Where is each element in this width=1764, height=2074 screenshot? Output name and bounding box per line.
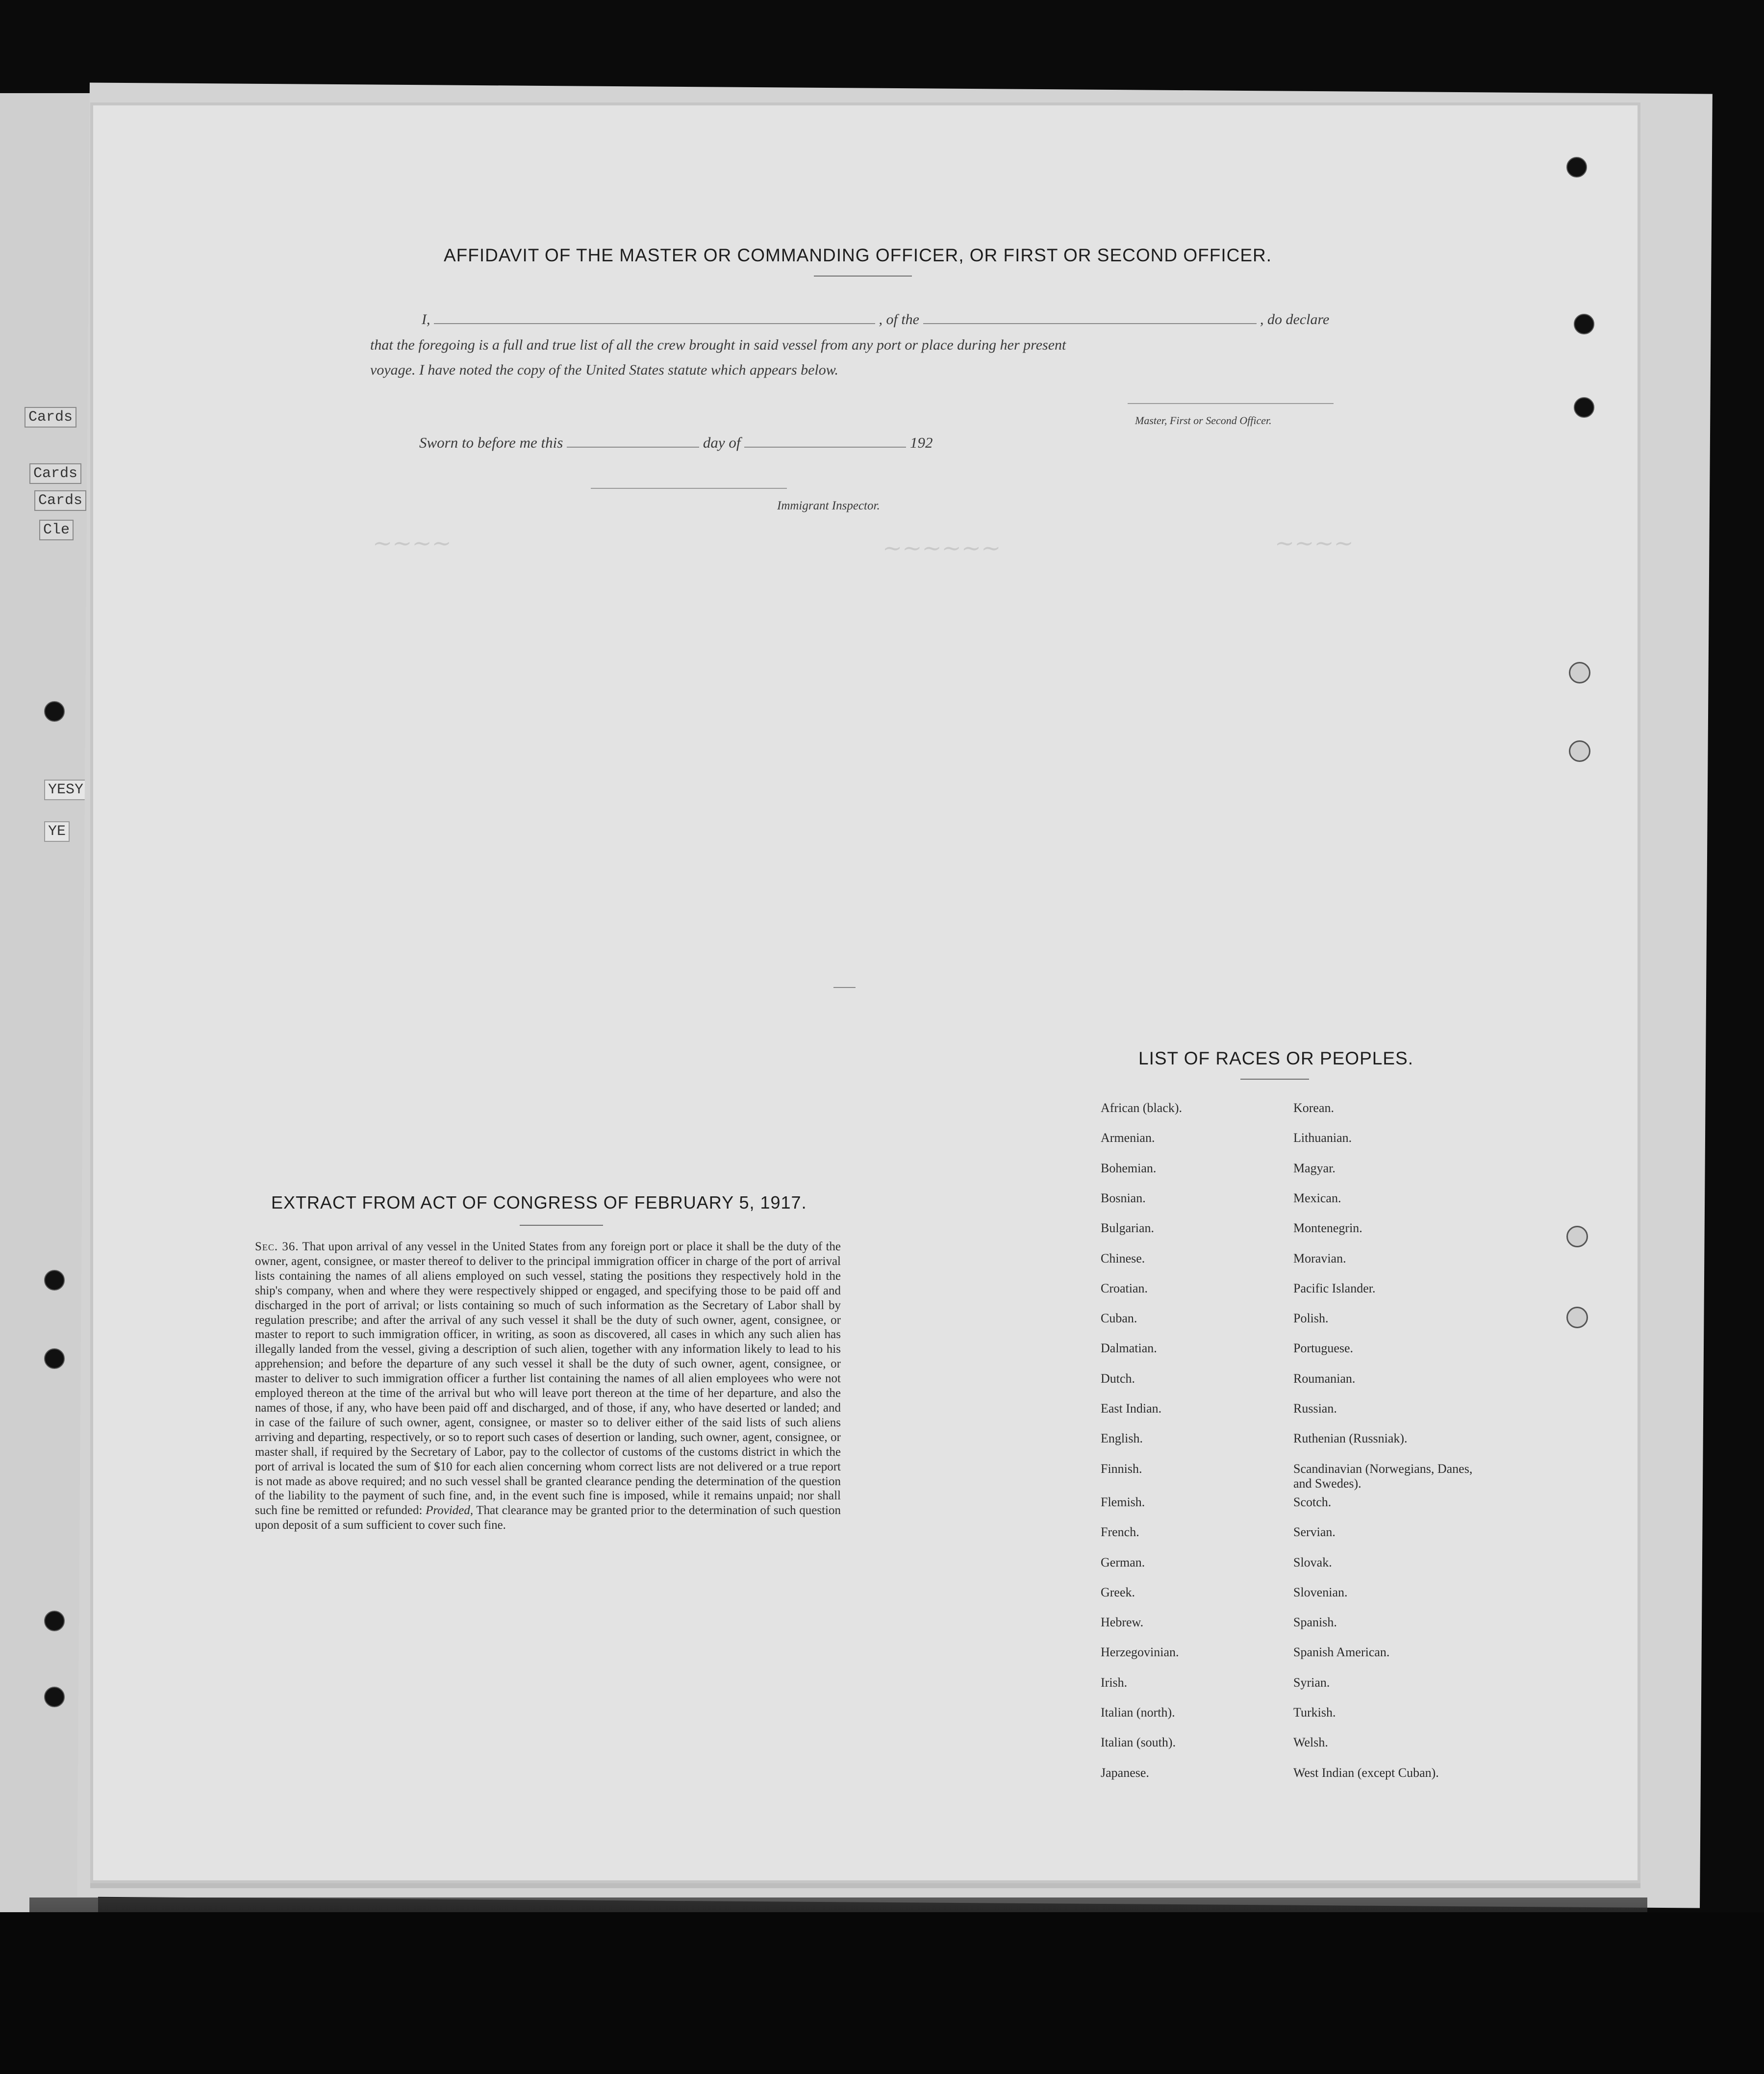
race-item: Welsh. <box>1293 1735 1328 1750</box>
divider <box>814 276 912 277</box>
year-prefix: 192 <box>909 434 933 451</box>
declaration-of-the: , of the <box>879 311 919 328</box>
race-item: Servian. <box>1293 1525 1336 1540</box>
side-tab-2: Cards <box>29 463 81 484</box>
race-item: Flemish. <box>1101 1494 1145 1509</box>
sworn-text: Sworn to before me this <box>419 434 563 451</box>
provided-word: Provided, <box>426 1504 474 1518</box>
side-tab-4: Cle <box>39 520 74 540</box>
race-item: East Indian. <box>1101 1401 1162 1416</box>
bleed-through-handwriting: ~~~~ <box>1275 530 1354 557</box>
race-item: Russian. <box>1293 1401 1337 1416</box>
race-item: Turkish. <box>1293 1705 1336 1720</box>
section-tail: That clearance may be granted prior to the determination of such question upon deposit of a sum sufficient to cover such fine. <box>255 1504 841 1532</box>
signature-line[interactable] <box>1128 403 1334 404</box>
race-item: Bulgarian. <box>1101 1221 1155 1236</box>
master-name-field[interactable] <box>434 310 875 324</box>
race-item: Dutch. <box>1101 1371 1135 1386</box>
race-item: Ruthenian (Russniak). <box>1293 1431 1408 1446</box>
section-label: Sec. 36. <box>255 1240 299 1253</box>
race-item: Italian (north). <box>1101 1705 1175 1720</box>
race-item: English. <box>1101 1431 1143 1446</box>
race-item: Portuguese. <box>1293 1341 1354 1356</box>
divider <box>1240 1079 1309 1080</box>
day-of-text: day of <box>703 434 741 451</box>
race-item: African (black). <box>1101 1101 1183 1115</box>
bleed-through-handwriting: ~~~~~~ <box>882 534 1001 562</box>
declaration-line-3: voyage. I have noted the copy of the United States statute which appears below. <box>370 362 839 378</box>
binder-hole <box>44 1348 65 1369</box>
race-item: Moravian. <box>1293 1251 1346 1265</box>
manifest-back-page <box>93 105 1638 1880</box>
race-item: Dalmatian. <box>1101 1341 1157 1356</box>
side-tab-3: Cards <box>34 490 86 511</box>
race-item: Finnish. <box>1101 1461 1142 1476</box>
binder-hole <box>44 1687 65 1707</box>
race-item: Scandinavian (Norwegians, Danes, and Swedes). <box>1293 1461 1473 1491</box>
side-tab-5: YESY <box>44 780 87 800</box>
race-item: Syrian. <box>1293 1675 1330 1690</box>
race-item: Slovak. <box>1293 1555 1332 1569</box>
binder-hole <box>44 1611 65 1631</box>
race-item: Slovenian. <box>1293 1585 1348 1599</box>
race-item: German. <box>1101 1555 1145 1569</box>
affidavit-title: AFFIDAVIT OF THE MASTER OR COMMANDING OFFICER, OR FIRST OR SECOND OFFICER. <box>444 245 1272 265</box>
race-item: Pacific Islander. <box>1293 1281 1376 1295</box>
divider <box>520 1225 603 1226</box>
center-mark <box>833 987 856 988</box>
declaration-line-1 <box>422 310 1329 328</box>
sworn-line <box>419 434 932 452</box>
side-tab-1: Cards <box>25 407 76 428</box>
declaration-line-2: that the foregoing is a full and true list of all the crew brought in said vessel from any port or place during her present <box>370 337 1066 353</box>
race-item: Roumanian. <box>1293 1371 1356 1386</box>
sworn-day-field[interactable] <box>567 434 699 448</box>
vessel-name-field[interactable] <box>923 310 1257 324</box>
section-text: That upon arrival of any vessel in the United States from any foreign port or place it shall be the duty of the owner, agent, consignee, or master thereof to deliver to the principal immigration officer in charge of the port of arrival lists containing the names of all aliens employed on such vessel, stating the positions they respectively hold in the ship's company, when and where they were respectively shipped or engaged, and specifying those to be paid off and discharged in the port of arrival; or lists containing so much of such information as the Secretary of Labor shall by regulation prescribe; and after the arrival of any such vessel it shall be the duty of such owner, agent, consignee, or master to report to such immigration officer, in writing, as soon as discovered, all cases in which any such alien has illegally landed from the vessel, giving a description of such alien, together with any information likely to lead to his apprehension; and before the departure of any such vessel it shall be the duty of such owner, agent, consignee, or master to deliver to such immigration officer a further list containing the names of all alien employees who were not employed thereon at the time of the arrival but who will leave port thereon at the time of her departure, and also the names of those, if any, who have been paid off and discharged, and of those, if any, who have deserted or landed; and in case of the failure of such owner, agent, consignee, or master so to deliver either of the said lists of such aliens arriving and departing, respectively, or so to report such cases of desertion or landing, such owner, agent, consignee, or master shall, if required by the Secretary of Labor, pay to the collector of customs of the customs district in which the port of arrival is located the sum of $10 for each alien concerning whom correct lists are not delivered or a true report is not made as above required; and no such vessel shall be granted clearance pending the determination of the question of the liability to the payment of such fine, and, in the event such fine is imposed, while it remains unpaid; nor shall such fine be remitted or refunded: <box>255 1240 841 1518</box>
race-item: Spanish American. <box>1293 1645 1390 1660</box>
race-item: Montenegrin. <box>1293 1221 1362 1236</box>
binder-hole <box>1574 397 1594 418</box>
race-item: Magyar. <box>1293 1161 1336 1175</box>
inspector-signature-line[interactable] <box>591 488 787 489</box>
binder-hole <box>1569 740 1590 762</box>
binder-hole <box>44 1270 65 1290</box>
sworn-month-field[interactable] <box>744 434 906 448</box>
race-item: Croatian. <box>1101 1281 1148 1295</box>
race-item: Mexican. <box>1293 1190 1341 1205</box>
race-item: Bosnian. <box>1101 1190 1146 1205</box>
race-item: Italian (south). <box>1101 1735 1176 1750</box>
race-item: Korean. <box>1293 1101 1335 1115</box>
race-item: Lithuanian. <box>1293 1131 1352 1145</box>
binder-hole <box>1566 1307 1588 1328</box>
race-item: West Indian (except Cuban). <box>1293 1765 1439 1780</box>
binder-hole <box>44 701 65 722</box>
extract-body <box>255 1239 841 1533</box>
race-item: Armenian. <box>1101 1131 1155 1145</box>
race-item: Cuban. <box>1101 1311 1137 1326</box>
declaration-i: I, <box>422 311 430 328</box>
race-item: Irish. <box>1101 1675 1128 1690</box>
bleed-through-handwriting: ~~~~ <box>373 530 452 557</box>
race-item: Hebrew. <box>1101 1615 1144 1630</box>
binder-hole <box>1569 662 1590 683</box>
race-item: Greek. <box>1101 1585 1135 1599</box>
races-title: LIST OF RACES OR PEOPLES. <box>1138 1048 1413 1068</box>
side-tab-6: YE <box>44 821 70 842</box>
race-item: Scotch. <box>1293 1494 1332 1509</box>
signature-caption: Master, First or Second Officer. <box>1135 414 1272 427</box>
scan-border <box>0 1912 1764 2074</box>
binder-hole <box>1566 1226 1588 1247</box>
binder-hole <box>1574 314 1594 334</box>
race-item: Japanese. <box>1101 1765 1149 1780</box>
binder-hole <box>1566 157 1587 177</box>
extract-title: EXTRACT FROM ACT OF CONGRESS OF FEBRUARY 5, 1917. <box>271 1192 807 1213</box>
race-item: Spanish. <box>1293 1615 1337 1630</box>
race-item: Bohemian. <box>1101 1161 1157 1175</box>
race-item: Polish. <box>1293 1311 1329 1326</box>
race-item: Herzegovinian. <box>1101 1645 1179 1660</box>
race-item: French. <box>1101 1525 1139 1540</box>
inspector-caption: Immigrant Inspector. <box>777 499 880 512</box>
declaration-do-declare: , do declare <box>1260 311 1330 328</box>
race-item: Chinese. <box>1101 1251 1145 1265</box>
